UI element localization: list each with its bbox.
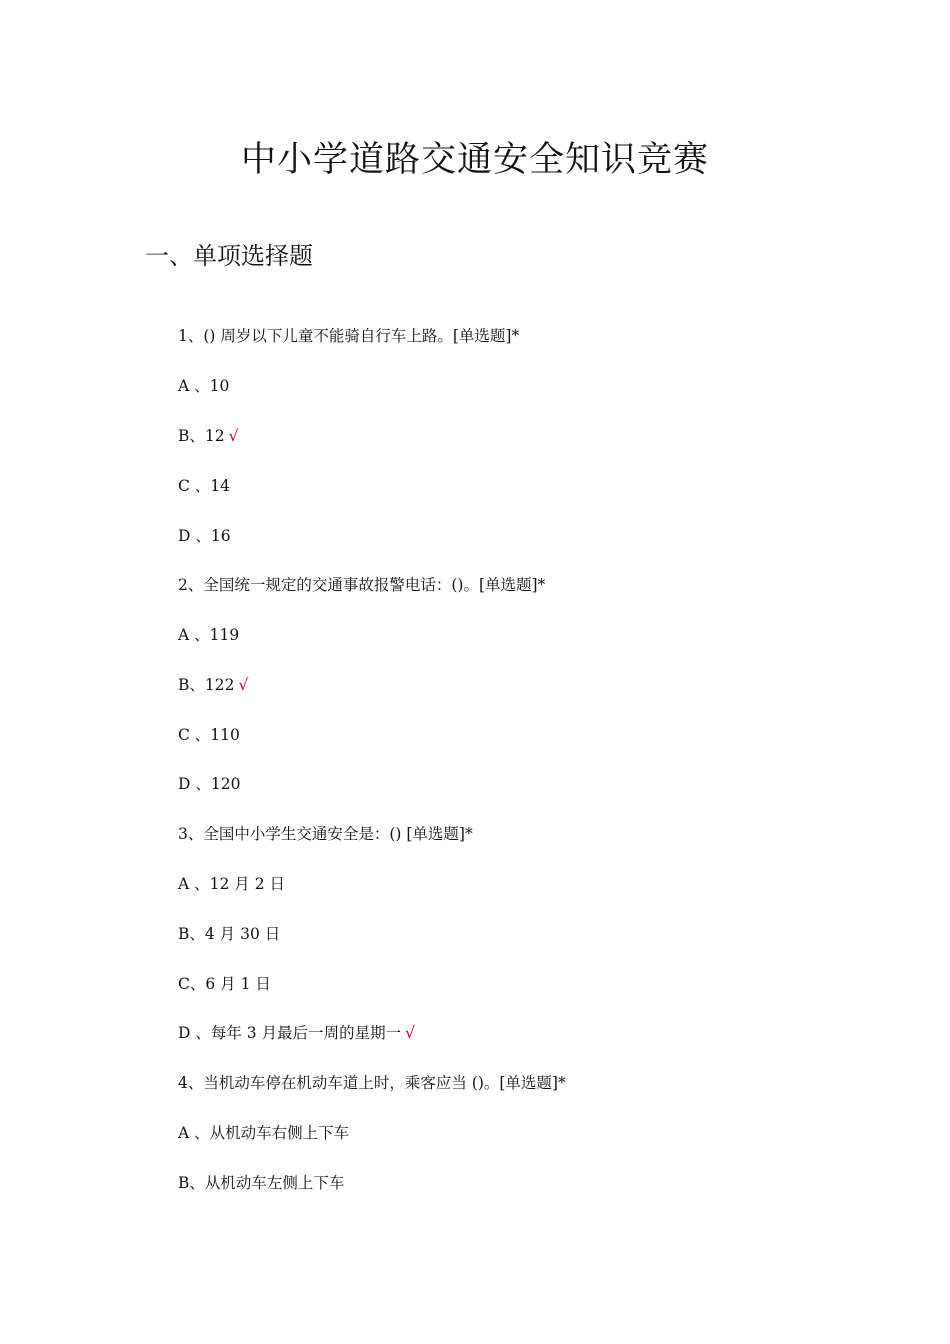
q2-option-d — [178, 772, 240, 796]
option-text: B、12 — [178, 427, 225, 445]
correct-check-icon: √ — [238, 676, 249, 694]
correct-check-icon: √ — [228, 427, 239, 445]
correct-check-icon: √ — [405, 1024, 415, 1042]
q4-option-b — [178, 1171, 344, 1195]
q1-option-c — [178, 474, 230, 498]
q2-option-b — [178, 673, 248, 697]
option-text: B、4 月 30 日 — [178, 925, 281, 943]
option-text: B、122 — [178, 676, 235, 694]
question-4: 4、当机动车停在机动车道上时，乘客应当 ()。[单选题]* — [178, 1074, 566, 1092]
option-text: A 、119 — [178, 626, 240, 644]
option-text: A 、12 月 2 日 — [178, 875, 285, 893]
question-1: 1、() 周岁以下儿童不能骑自行车上路。[单选题]* — [178, 327, 520, 345]
question-3: 3、全国中小学生交通安全是：() [单选题]* — [178, 825, 473, 843]
page-title: 中小学道路交通安全知识竞赛 — [240, 140, 709, 180]
option-text: A 、从机动车右侧上下车 — [178, 1124, 350, 1142]
q3-option-a — [178, 872, 285, 896]
q2-option-c — [178, 723, 240, 747]
q3-option-b — [178, 922, 280, 946]
option-text: C、6 月 1 日 — [178, 975, 271, 993]
q3-option-c — [178, 972, 271, 996]
option-text: D 、120 — [178, 775, 241, 793]
q4-option-a — [178, 1121, 349, 1145]
option-text: D 、每年 3 月最后一周的星期一 — [178, 1024, 402, 1042]
q1-option-b — [178, 424, 239, 448]
option-text: C 、14 — [178, 477, 231, 495]
option-text: A 、10 — [178, 377, 230, 395]
question-2: 2、全国统一规定的交通事故报警电话：()。[单选题]* — [178, 576, 546, 594]
q1-option-d — [178, 524, 231, 548]
option-text: C 、110 — [178, 726, 240, 744]
section-heading: 一、单项选择题 — [145, 242, 313, 270]
option-text: B、从机动车左侧上下车 — [178, 1174, 345, 1192]
q3-option-d — [178, 1021, 415, 1045]
q1-option-a — [178, 374, 229, 398]
q2-option-a — [178, 623, 239, 647]
option-text: D 、16 — [178, 527, 231, 545]
